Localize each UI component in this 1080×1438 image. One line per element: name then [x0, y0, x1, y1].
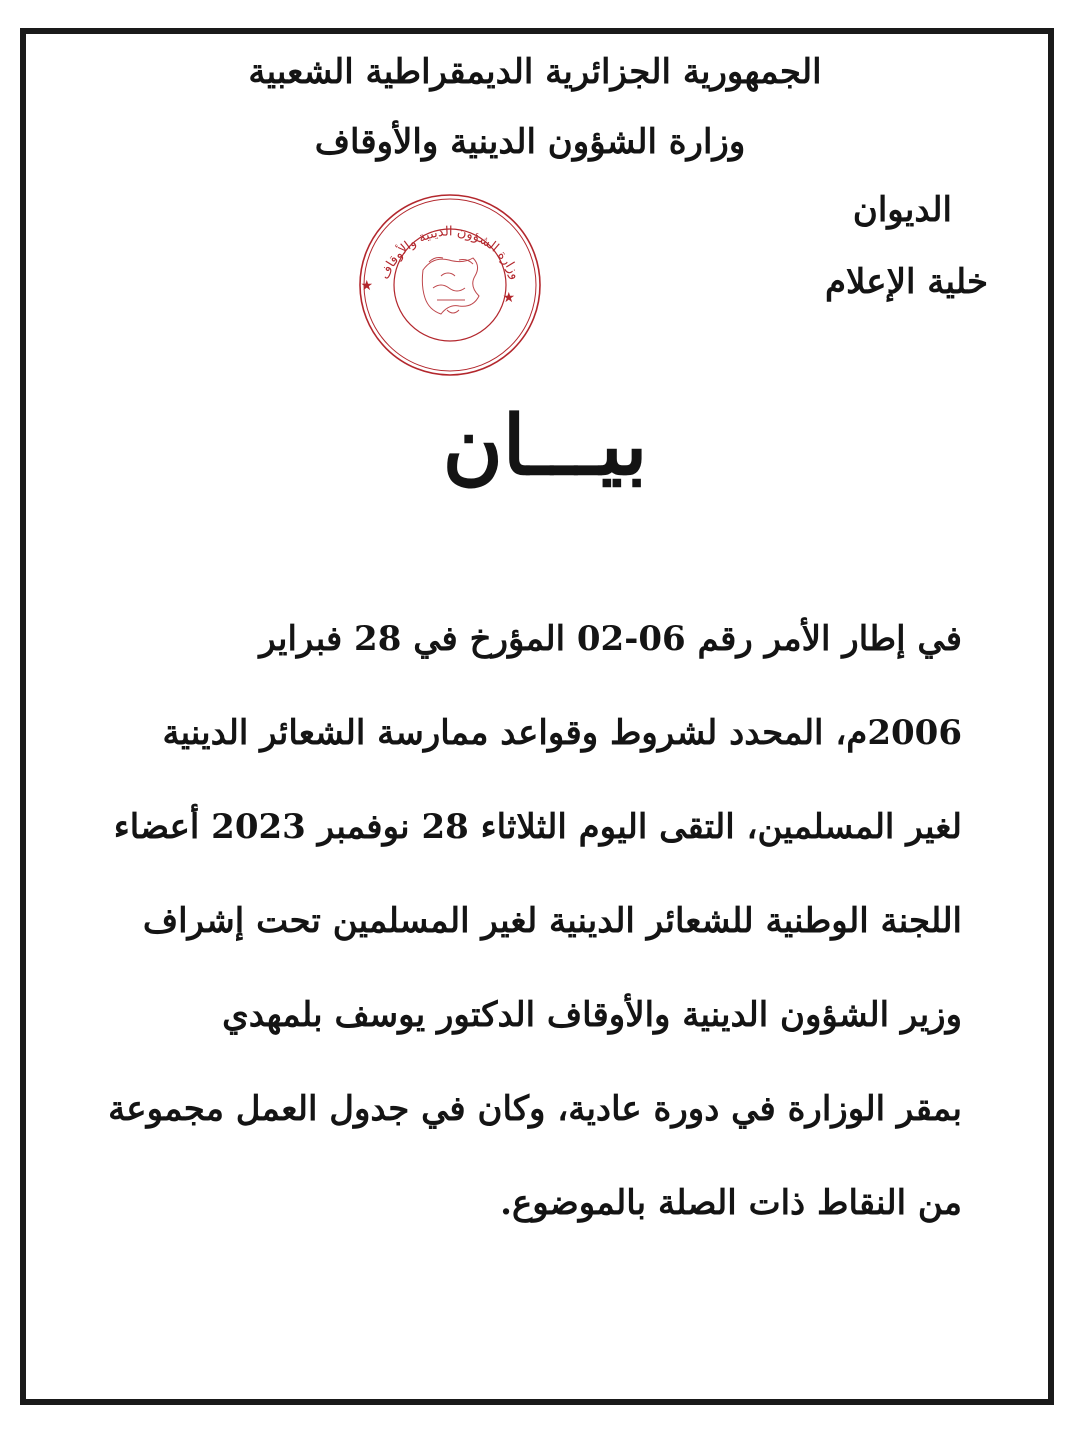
body-line-1: في إطار الأمر رقم 06-02 المؤرخ في 28 فبراير [259, 619, 962, 659]
ministry-seal [355, 190, 545, 380]
republic-name: الجمهورية الجزائرية الديمقراطية الشعبية [248, 52, 822, 92]
statement-title: بيـــان [442, 398, 648, 494]
svg-text:★: ★ [360, 278, 373, 294]
statement-body [102, 592, 962, 1250]
svg-text:★: ★ [502, 290, 515, 306]
body-line-7: من النقاط ذات الصلة بالموضوع. [500, 1183, 962, 1223]
office-label: الديوان [852, 190, 952, 230]
body-line-3: لغير المسلمين، التقى اليوم الثلاثاء 28 نوفمبر 2023 أعضاء [113, 807, 962, 847]
ministry-name: وزارة الشؤون الدينية والأوقاف [314, 122, 746, 162]
svg-text:وزارة الشؤون الدينية والأوقاف: وزارة الشؤون الدينية والأوقاف [377, 224, 523, 282]
body-line-5: وزير الشؤون الدينية والأوقاف الدكتور يوسف بلمهدي [222, 995, 962, 1035]
media-cell-label: خلية الإعلام [824, 262, 988, 302]
body-line-2: 2006م، المحدد لشروط وقواعد ممارسة الشعائر الدينية [162, 713, 962, 753]
body-line-4: اللجنة الوطنية للشعائر الدينية لغير المسلمين تحت إشراف [142, 901, 962, 941]
body-line-6: بمقر الوزارة في دورة عادية، وكان في جدول العمل مجموعة [108, 1089, 962, 1129]
